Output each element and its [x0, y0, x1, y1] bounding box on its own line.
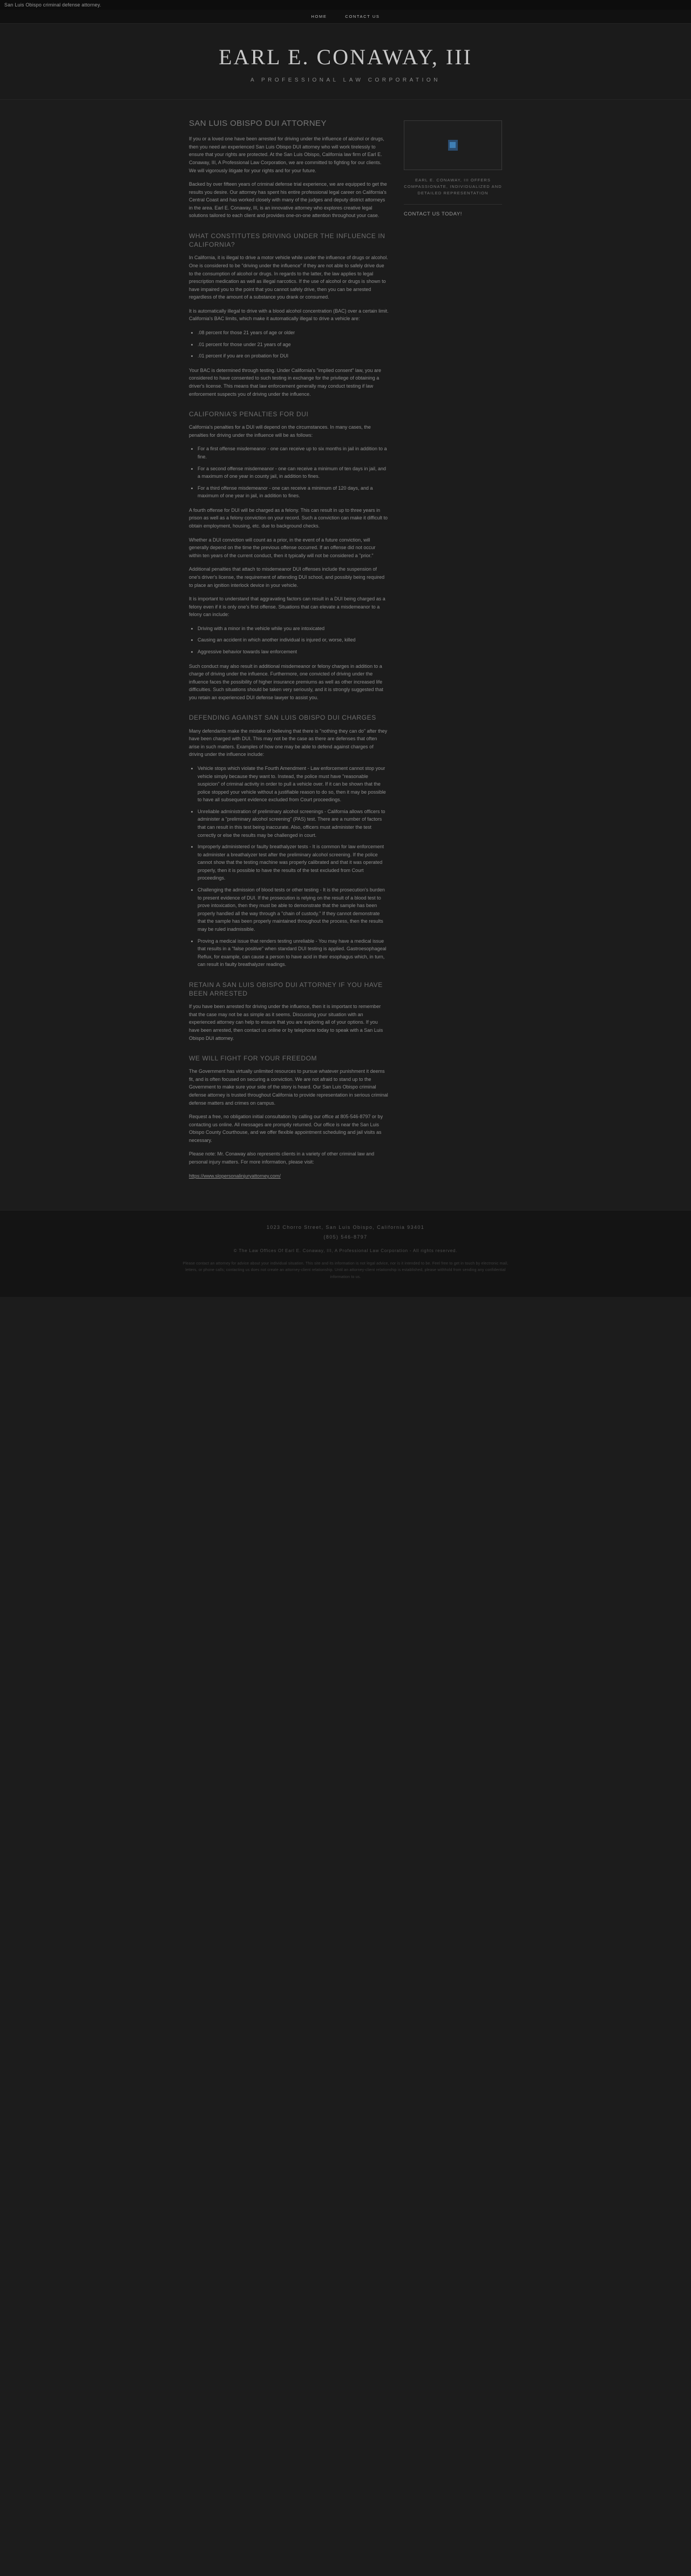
section-heading: RETAIN A SAN LUIS OBISPO DUI ATTORNEY IF YOU HAVE BEEN ARRESTED: [189, 981, 383, 998]
section-paragraph: Please note: Mr. Conaway also represents clients in a variety of other criminal law and personal injury matters. For more information, please visit:: [189, 1151, 375, 1165]
hero-paragraph-2: Backed by over fifteen years of criminal defense trial experience, we are equipped to get the results you desire. Our attorney has spent his entire professional legal career on California's Central Coast and has worked closely with many of the judges and deputy district attorneys in the area. Earl E. Conaway, III, is an innovative attorney who explores creative legal solutions tailored to each client and provides one-on-one attention throughout your case.: [189, 181, 387, 219]
page-title: SAN LUIS OBISPO DUI ATTORNEY: [189, 119, 327, 128]
list-item: • .01 percent if you are on probation for DUI: [198, 352, 389, 360]
section-heading: WHAT CONSTITUTES DRIVING UNDER THE INFLUENCE IN CALIFORNIA?: [189, 232, 385, 249]
section-paragraph: Additional penalties that attach to misdemeanor DUI offenses include the suspension of one's driver's license, the requirement of attending DUI school, and possibly being required to place an ignition interlock device in your vehicle.: [189, 566, 385, 588]
section-paragraph: A fourth offense for DUI will be charged as a felony. This can result in up to three years in prison as well as a felony conviction on your record. Such a conviction can make it difficult to obtain employment, housing, etc. due to background checks.: [189, 507, 388, 529]
section-retain-attorney: [189, 981, 389, 1042]
list-item: • Causing an accident in which another individual is injured or, worse, killed: [198, 636, 389, 644]
penalty-list: [189, 445, 389, 499]
list-item: • Unreliable administration of preliminary alcohol screenings - California allows officers to administer a "preliminary alcohol screening" (PAS) test. There are a number of factors that can result in this test being inaccurate. Also, officers must administer the test correctly or else the results may be challenged in court.: [198, 808, 389, 839]
attorney-photo: [404, 120, 502, 170]
portrait-icon: [448, 140, 458, 151]
top-tagline-bar: [0, 0, 691, 10]
bac-limit-list: [189, 329, 389, 360]
list-item: • .01 percent for those under 21 years of age: [198, 341, 389, 349]
section-paragraph: The Government has virtually unlimited resources to pursue whatever punishment it deems fit, and is often focused on securing a conviction. We are not afraid to stand up to the Government to make sure your side of the story is heard. Our San Luis Obispo criminal defense attorney is trusted throughout California to provide representation in serious criminal defense matters and crimes on campus.: [189, 1069, 388, 1106]
main-navigation: [0, 10, 691, 24]
list-item: • For a second offense misdemeanor - one can receive a minimum of ten days in jail, and a maximum of one year in county jail, in addition to fines.: [198, 465, 389, 481]
section-heading: WE WILL FIGHT FOR YOUR FREEDOM: [189, 1054, 317, 1063]
hero-section: [189, 118, 389, 220]
site-footer: [0, 1210, 691, 1297]
list-item: • For a third offense misdemeanor - one can receive a minimum of 120 days, and a maximum of one year in jail, in addition to fines.: [198, 484, 389, 500]
section-paragraph: In California, it is illegal to drive a motor vehicle while under the influence of drugs or alcohol. One is considered to be "driving under the influence" if they are not able to safely drive due to the consumption of alcohol or drugs. In regards to the latter, the law applies to legal prescription medication as well as illegal narcotics. If the use of alcohol or drugs is shown to have impaired you to the point that you cannot safely drive, then you can be arrested regardless of the amount of a substance you drank or consumed.: [189, 255, 388, 300]
list-item: • For a first offense misdemeanor - one can receive up to six months in jail in addition to a fine.: [198, 445, 389, 461]
section-paragraph: Your BAC is determined through testing. Under California's "implied consent" law, you are considered to have consented to such testing in exchange for the privilege of obtaining a driver's license. This means that law enforcement generally may conduct testing if law enforcement suspects you of driving under the influence.: [189, 367, 381, 397]
list-item: • Challenging the admission of blood tests or other testing - It is the prosecution's burden to present evidence of DUI. If the prosecution is relying on the result of a blood test to prove intoxication, then they must be able to demonstrate that the sample has been properly handled all the way through a "chain of custody." If they cannot demonstrate that the sample has been properly maintained throughout the process, then the results may be ruled inadmissible.: [198, 886, 389, 933]
list-item: • Vehicle stops which violate the Fourth Amendment - Law enforcement cannot stop your vehicle simply because they want to. Instead, the police must have "reasonable suspicion" of criminal activity in order to pull a vehicle over. If it can be shown that the police stopped your vehicle without a justifiable reason to do so, then it may be possible to have all subsequent evidence excluded from Court proceedings.: [198, 765, 389, 804]
section-heading: CALIFORNIA'S PENALTIES FOR DUI: [189, 410, 309, 418]
nav-item-home[interactable]: HOME: [311, 14, 327, 19]
aggravating-factors-list: [189, 625, 389, 656]
section-paragraph: Request a free, no obligation initial consultation by calling our office at 805-546-8797 or by contacting us online. All messages are promptly returned. Our office is near the San Luis Obispo County Courthouse, and we offer flexible appointment scheduling and jail visits as necessary.: [189, 1114, 383, 1143]
sidebar-caption: EARL E. CONAWAY, III OFFERS COMPASSIONATE, INDIVIDUALIZED AND DETAILED REPRESENTATION: [404, 178, 502, 195]
section-paragraph: Many defendants make the mistake of believing that there is "nothing they can do" after they have been charged with DUI. This may not be the case as there are defenses that often arise in such matters. Examples of how one may be able to defend against charges of driving under the influence include:: [189, 728, 388, 758]
firm-tagline: A PROFESSIONAL LAW CORPORATION: [250, 77, 441, 83]
site-masthead: [0, 24, 691, 100]
nav-item-contact-us[interactable]: CONTACT US: [345, 14, 380, 19]
main-content: [189, 118, 389, 1192]
section-dui-defenses: [189, 713, 389, 968]
sidebar-divider: [404, 204, 502, 205]
section-paragraph: It is important to understand that aggravating factors can result in a DUI being charged as a felony even if it is only one's first offense. Situations that can elevate a misdemeanor to a felony can include:: [189, 596, 385, 618]
section-dui-definition: [189, 232, 389, 398]
list-item: • Improperly administered or faulty breathalyzer tests - It is common for law enforcement to administer a breathalyzer test after the preliminary alcohol screening. If the police cannot show that the testing machine was properly calibrated and that it was operated properly, then it is possible to have the results of the test excluded from Court proceedings.: [198, 843, 389, 882]
footer-disclaimer: Please contact an attorney for advice about your individual situation. This site and its information is not legal advice, nor is it intended to be. Feel free to get in touch by electronic mail, letters, or phone calls; contacting us does not create an attorney-client relationship. Until an attorney-client relationship is established, please withhold from sending any confidential information to us.: [182, 1262, 509, 1279]
hero-paragraph-1: If you or a loved one have been arrested for driving under the influence of alcohol or drugs, then you need an experienced San Luis Obispo DUI attorney who will work tirelessly to ensure that your rights are protected. At the San Luis Obispo, California law firm of Earl E. Conaway, III, A Professional Law Corporation, we are committed to fighting for our clients. We will vigorously litigate for your rights and for your future.: [189, 136, 384, 173]
list-item: • .08 percent for those 21 years of age or older: [198, 329, 389, 337]
section-paragraph: If you have been arrested for driving under the influence, then it is important to remember that the case may not be as simple as it seems. Discussing your situation with an experienced attorney can help to ensure that you are exploring all of your options. If you have been arrested, then contact us online or by telephone today to speak with a San Luis Obispo DUI attorney.: [189, 1004, 383, 1041]
list-item: • Proving a medical issue that renders testing unreliable - You may have a medical issue that results in a "false positive" when standard DUI testing is applied. Gastroesophageal Reflux, for example, can cause a person to have acid in their esophagus which, in turn, can result in faulty breathalyzer readings.: [198, 937, 389, 969]
section-fight-for-freedom: [189, 1054, 389, 1180]
section-paragraph: Whether a DUI conviction will count as a prior, in the event of a future conviction, will generally depend on the time the previous offense occurred. If an offense did not occur within ten years of the current conduct, then it typically will not be considered a "prior.": [189, 537, 376, 558]
sidebar-cta[interactable]: CONTACT US TODAY!: [404, 211, 463, 217]
list-item: • Aggressive behavior towards law enforcement: [198, 648, 389, 656]
sidebar: [404, 118, 502, 217]
section-paragraph: It is automatically illegal to drive with a blood alcohol concentration (BAC) over a certain limit. California's BAC limits, which make it automatically illegal to drive a vehicle are:: [189, 308, 389, 322]
footer-address: 1023 Chorro Street, San Luis Obispo, California 93401: [266, 1225, 425, 1230]
page-body: [189, 100, 502, 1192]
section-dui-penalties: [189, 410, 389, 701]
personal-injury-site-link[interactable]: https://www.slopersonalinjuryattorney.com/: [189, 1173, 281, 1179]
defense-list: [189, 765, 389, 969]
section-paragraph: California's penalties for a DUI will depend on the circumstances. In many cases, the penalties for driving under the influence will be as follows:: [189, 424, 371, 438]
firm-name: EARL E. CONAWAY, III: [219, 45, 472, 69]
footer-copyright: © The Law Offices Of Earl E. Conaway, III, A Professional Law Corporation - All rights reserved.: [233, 1248, 458, 1254]
list-item: • Driving with a minor in the vehicle while you are intoxicated: [198, 625, 389, 633]
section-paragraph: Such conduct may also result in additional misdemeanor or felony charges in addition to a charge of driving under the influence. Furthermore, one convicted of driving under the influence faces the possibility of higher insurance premiums as well as other increased life difficulties. Such situations should be taken very seriously, and it is strongly suggested that you retain an experienced DUI defense lawyer to assist you.: [189, 663, 383, 700]
section-heading: DEFENDING AGAINST SAN LUIS OBISPO DUI CHARGES: [189, 714, 376, 722]
footer-phone[interactable]: (805) 546-8797: [323, 1234, 368, 1240]
top-tagline-text: San Luis Obispo criminal defense attorney.: [4, 2, 101, 8]
